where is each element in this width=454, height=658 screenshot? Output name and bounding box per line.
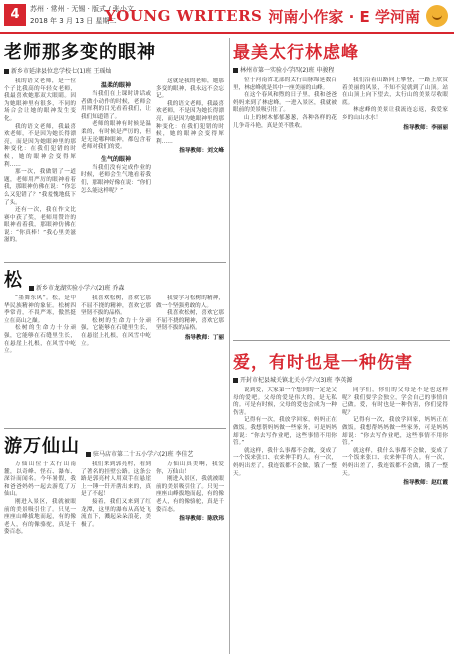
square-bullet-icon — [233, 378, 238, 383]
article-title: 最美太行林虑峰 — [233, 43, 359, 63]
article-byline: 驻马店市第二十五小学六(2)班 李佳艺 — [86, 449, 193, 458]
article-love-hurts — [233, 348, 450, 654]
article-body: 万仙山真美啊，我爱你，万仙山！ 刚进入景区，我就被眼前的美景吸引住了。只见一座座山峰拔地而起，有的像老人，有的像骆驼，真是千姿百态。 指导教师：陈欣玮 — [156, 461, 224, 523]
article-body: 温柔的眼神 当我们在上课时讲话或者做小动作的时候，老师会用犀利的目光看着我们，让我们知道错了。 老师的眼神有时候是温柔的，有时候是严厉的，但是无论哪种眼神，都包含着老师对我们的爱。 生气的眼神 当我们没有完成作业的时候，老师会生气地看着我们，那眼神好像在说：“你们怎么能这样呢？” — [81, 82, 151, 194]
subheading: 生气的眼神 — [100, 155, 131, 163]
article-body: 我的语文老师，是一位个子比我高的年轻女老师，我最喜欢她那双大眼睛。因为她眼神里有很多，不同的场合会让她的眼神发生变化。 我的语文老师，我最喜欢老师，不是因为她长得漂亮，而是因为她眼神里的那种变化：在我们犯错的时候，她的眼神会变得犀利…… 那一次，我做错了一道题，老师用严厉的眼神看着我，那眼神仿佛在说：“你怎么又犯错了？”我羞愧地低下了头。 还有一次，我在作文比赛中获了奖，老师用赞许的眼神看着我，那眼神仿佛在说：“你真棒！”我心里美滋滋的。 — [4, 78, 76, 244]
article-byline: 新乡市龙湖实验小学六(2)班 乔森 — [29, 283, 124, 292]
article-body: 我们沿着山路向上攀登，一路上欣赏着美丽的风景，不知不觉就到了山顶。站在山顶上向下望去，太行山的美景尽收眼底。 林虑峰的美景让我流连忘返，我爱家乡的山山水水！ 指导教师：李丽丽 — [342, 77, 448, 131]
square-bullet-icon — [29, 286, 34, 291]
subheading: 温柔的眼神 — [100, 82, 131, 89]
article-body: 同学们，你们的父母是不是也这样呢？我们要学会独立，学会自己的事情自己做。爱，有时也是一种伤害，你们觉得呢？ 记得有一次，我放学回家，妈妈正在做饭。我想帮妈妈做一些家务，可是妈妈却说：“你去写作业吧，这些事情不用你管。” 就这样，我什么事都不会做，变成了一个饭来张口、衣来伸手的人。有一次，妈妈出差了，我连饭都不会做，饿了一整天。 指导教师：赵红霞 — [342, 387, 448, 487]
article-body: 位于河南省北部的太行山脉绵延数百里，林虑峰就是其中一座美丽的山峰。 在这个春风和煦的日子里，我和爸爸妈妈来到了林虑峰。一进入景区，我就被眼前的美景吸引住了。 山上的树木郁郁葱葱，各种各样的花儿争奇斗艳，真是美不胜收。 — [233, 77, 337, 129]
article-wanxian-mountain — [4, 432, 226, 654]
square-bullet-icon — [4, 69, 9, 74]
teacher-credit: 指导教师：陈欣玮 — [179, 516, 224, 523]
article-teacher-eyes — [4, 38, 226, 260]
teacher-credit: 指导教师：赵红霞 — [403, 480, 448, 487]
section-divider — [233, 340, 450, 341]
section-divider — [4, 262, 226, 263]
article-body: 万仙山位于太行山南麓，以奇峰、怪石、瀑布、深谷而闻名。今年暑假，我和爸爸妈妈一起去游览了万仙山。 刚进入景区，我就被眼前的美景吸引住了。只见一座座山峰拔地而起，有的像老人，有的像骆驼，真是千姿百态。 — [4, 461, 76, 536]
article-byline: 开封市杞县城关镇北关小学六(3)班 李英源 — [233, 375, 450, 384]
article-body: “墨舞东风”。松，是中华民族精神的象征。松树四季常青，不畏严寒，傲然挺立在高山之巅。 松树的生命力十分顽强，它能够在石缝里生长，在悬崖上扎根，在风雪中屹立。 — [4, 295, 76, 355]
section-title-cn: 河南小作家 · E 学河南 — [268, 7, 420, 26]
article-title: 老师那多变的眼神 — [4, 42, 156, 63]
section-title-en: YOUNG WRITERS — [105, 7, 263, 25]
teacher-credit: 指导教师：丁丽 — [184, 334, 224, 341]
article-body: 说到爱，大家第一个想到的一定是父母的爱吧。父母的爱是伟大的，是无私的。可是有时候，父母的爱也会成为一种伤害。 记得有一次，我放学回家，妈妈正在做饭。我想帮妈妈做一些家务，可是妈妈却说：“你去写作业吧，这些事情不用你管。” 就这样，我什么事都不会做，变成了一个饭来张口、衣来伸手的人。有一次，妈妈出差了，我连饭都不会做，饿了一整天。 — [233, 387, 337, 477]
teacher-credit: 指导教师：刘文峰 — [179, 148, 224, 155]
section-divider — [4, 428, 226, 429]
article-title: 游万仙山 — [4, 436, 80, 457]
article-body: 我喜欢松树，喜欢它那不屈不挠的精神，喜欢它那坚韧不拔的品格。 松树的生命力十分顽强，它能够在石缝里生长，在悬崖上扎根，在风雪中屹立。 — [81, 295, 151, 347]
teacher-credit: 指导教师：李丽丽 — [403, 124, 448, 131]
article-byline: 新乡市延津县位忠学校七(1)班 王瑶灿 — [4, 66, 226, 75]
page-header — [0, 0, 454, 34]
article-title: 爱，有时也是一种伤害 — [233, 353, 413, 373]
article-byline: 林州市第一实验小学四(2)班 申骏程 — [233, 65, 450, 74]
page-number: 4 — [4, 4, 26, 26]
square-bullet-icon — [86, 452, 91, 457]
article-body: 我要学习松树的精神，做一个坚强勇敢的人。 我喜欢松树，喜欢它那不屈不挠的精神，喜欢它那坚韧不拔的品格。 指导教师：丁丽 — [156, 295, 224, 341]
header-meta-line2: 2018 年 3 月 13 日 星期二 — [30, 17, 117, 25]
header-meta-line1: 苏州 · 常州 · 无锡 · 版式 / 张小文 — [30, 5, 134, 13]
mascot-icon — [426, 5, 448, 27]
article-taihang — [233, 38, 450, 338]
article-pine — [4, 266, 226, 426]
article-body: 这就是我的老师，她那多变的眼神，我永远不会忘记。 我的语文老师，我最喜欢老师，不是因为她长得漂亮，而是因为她眼神里的那种变化：在我们犯错的时候，她的眼神会变得犀利…… 指导教师：刘文峰 — [156, 78, 224, 155]
square-bullet-icon — [233, 68, 238, 73]
section-banner — [105, 4, 448, 28]
article-body: 我们来到郭亮村，看到了著名的挂壁公路。这条公路是郭亮村人用双手在悬崖上一锤一钎开凿出来的，真是了不起！ 接着，我们又来到了红龙潭，这里的瀑布从高处飞流直下，溅起朵朵浪花，美极了。 — [81, 461, 151, 528]
column-divider — [229, 38, 230, 654]
article-title: 松 — [4, 270, 23, 291]
